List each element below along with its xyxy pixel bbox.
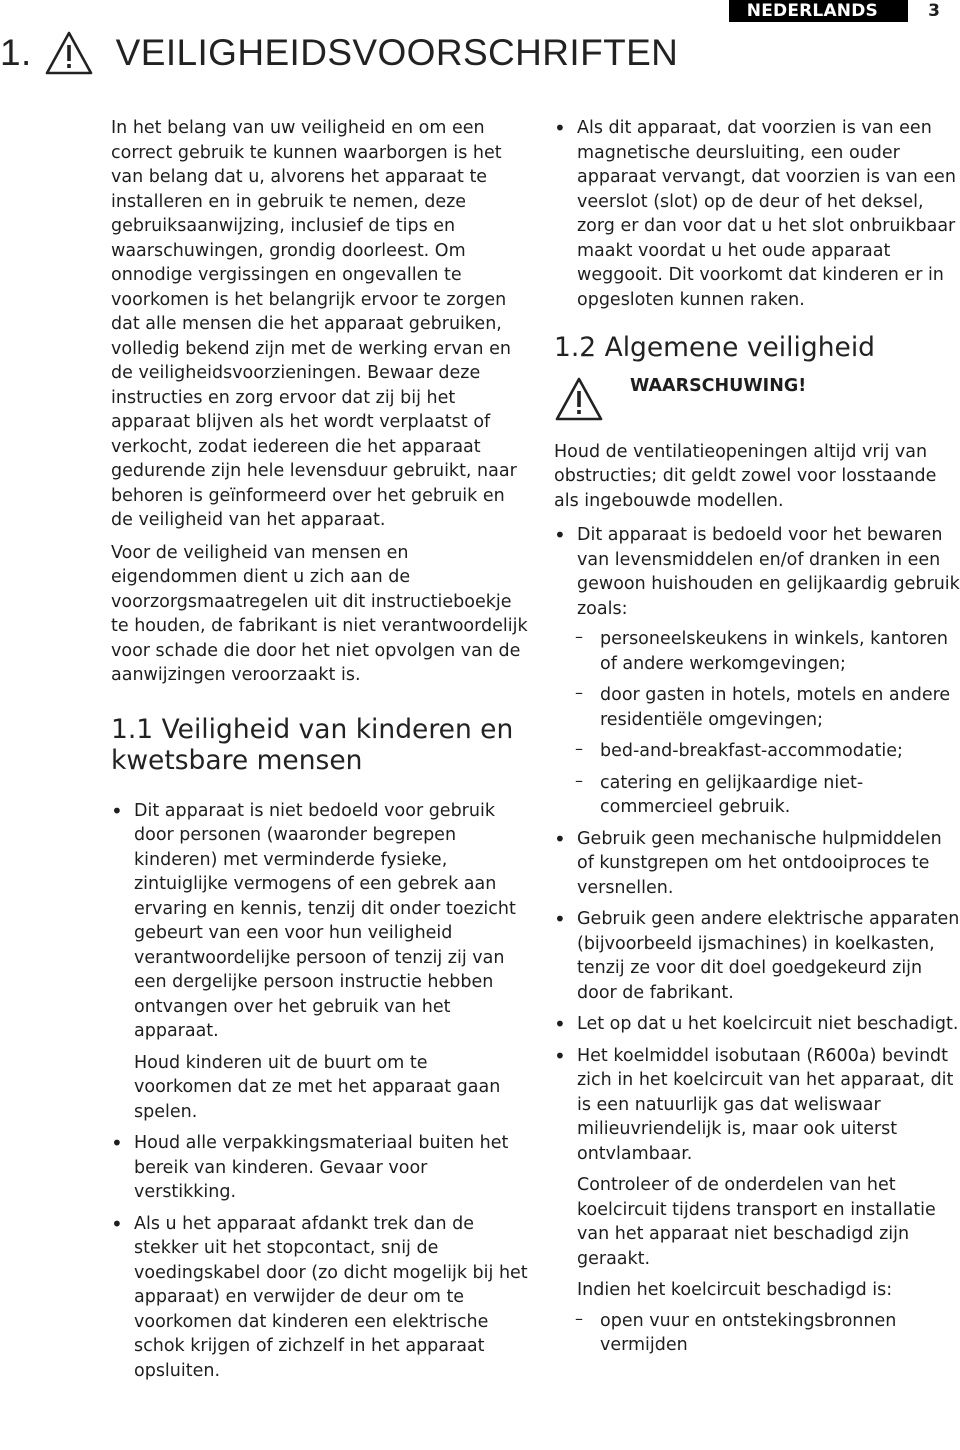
- right-column: [554, 116, 960, 1365]
- door-lock-list: [554, 116, 960, 312]
- list-item-text: • Houd alle verpakkingsmateriaal buiten het bereik van kinderen. Gevaar voor verstikking.: [134, 1133, 509, 1202]
- general-safety-list: [554, 523, 960, 1358]
- left-column: [111, 116, 529, 1390]
- list-item: [554, 907, 960, 1005]
- list-item: [111, 799, 529, 1125]
- list-item-text: • Als u het apparaat afdankt trek dan de stekker uit het stopcontact, snij de voedingskabel door (zo dicht mogelijk bij het apparaat) en verwijder de deur om te voorkomen dat kinderen een elektrische schok krijgen of zichzelf in het apparaat opsluiten.: [134, 1213, 528, 1381]
- sub-list-item: [577, 771, 960, 820]
- sub-list-item-text: – catering en gelijkaardige niet-commercieel gebruik.: [600, 772, 864, 817]
- sub-list-item-text: – open vuur en ontstekingsbronnen vermijden: [600, 1310, 897, 1355]
- list-item-text: • Gebruik geen andere elektrische apparaten (bijvoorbeeld ijsmachines) in koelkasten, tenzij ze voor dit doel goedgekeurd zijn door de fabrikant.: [577, 909, 960, 1003]
- list-item-continuation: Controleer of de onderdelen van het koelcircuit tijdens transport en installatie van het apparaat niet beschadigd zijn geraakt.: [577, 1175, 936, 1269]
- sub-list-item-text: – door gasten in hotels, motels en andere residentiële omgevingen;: [600, 685, 951, 730]
- warning-label: WAARSCHUWING!: [630, 375, 807, 396]
- list-item: [554, 523, 960, 820]
- list-item: [554, 116, 960, 312]
- liability-paragraph: Voor de veiligheid van mensen en eigendommen dient u zich aan de voorzorgsmaatregelen uit dit instructieboekje te houden, de fabrikant is niet verantwoordelijk voor schade die door het niet opvolgen van de aanwijzingen veroorzaakt is.: [111, 542, 528, 685]
- list-item-text: • Als dit apparaat, dat voorzien is van een magnetische deursluiting, een ouder apparaat vervangt, dat voorzien is van een veerslot (slot) op de deur of het deksel, zorg er dan voor dat u het slot onbruikbaar maakt voordat u het oude apparaat weggooit. Dit voorkomt dat kinderen er in opgesloten kunnen raken.: [577, 118, 956, 310]
- page-header: [729, 0, 960, 22]
- list-item: [111, 1131, 529, 1205]
- usage-sub-list: [577, 627, 960, 820]
- intro-paragraph: In het belang van uw veiligheid en om een correct gebruik te kunnen waarborgen is het van belang dat u, alvorens het apparaat te installeren en in gebruik te nemen, deze gebruiksaanwijzing, inclusief de tips en waarschuwingen, grondig doorleest. Om onnodige vergissingen en ongevallen te voorkomen is het belangrijk ervoor te zorgen dat alle mensen die het apparaat gebruiken, volledig bekend zijn met de werking ervan en de veiligheidsvoorzieningen. Bewaar deze instructies en zorg ervoor dat zij bij het apparaat blijven als het wordt verplaatst of verkocht, zodat iedereen die het apparaat gedurende zijn hele levensduur gebruikt, naar behoren is geïnformeerd over het gebruik en de veiligheid van het apparaat.: [111, 118, 517, 530]
- sub-list-item: [577, 683, 960, 732]
- section-heading-general-safety: 1.2 Algemene veiligheid: [554, 332, 876, 363]
- warning-triangle-icon: [44, 30, 94, 76]
- language-label: NEDERLANDS: [729, 0, 908, 22]
- list-item-text: • Gebruik geen mechanische hulpmiddelen of kunstgrepen om het ontdooiproces te versnellen.: [577, 828, 942, 898]
- sub-list-item: [577, 739, 960, 764]
- damage-sub-list: [577, 1309, 960, 1358]
- warning-block: [554, 372, 960, 422]
- section-heading-child-safety: 1.1 Veiligheid van kinderen en kwetsbare mensen: [111, 713, 514, 776]
- list-item-text: • Dit apparaat is bedoeld voor het bewaren van levensmiddelen en/of dranken in een gewoon huishouden en gelijkaardig gebruik zoals:: [577, 525, 960, 619]
- sub-list-item-text: – bed-and-breakfast-accommodatie;: [600, 741, 903, 761]
- list-item: [554, 1044, 960, 1358]
- page-number: 3: [928, 1, 940, 21]
- list-item-continuation: Indien het koelcircuit beschadigd is:: [577, 1280, 893, 1300]
- sub-list-item-text: – personeelskeukens in winkels, kantoren of andere werkomgevingen;: [600, 629, 948, 674]
- chapter-title: [0, 30, 678, 76]
- chapter-number: 1.: [0, 32, 32, 73]
- warning-triangle-icon: [554, 376, 604, 422]
- list-item: [554, 1012, 960, 1037]
- list-item: [111, 1212, 529, 1384]
- list-item-text: • Dit apparaat is niet bedoeld voor gebruik door personen (waaronder begrepen kinderen) met verminderde fysieke, zintuiglijke vermogens of een gebrek aan ervaring en kennis, tenzij dit onder toezicht gebeurt van een voor hun veiligheid verantwoordelijke persoon of tenzij zij van een dergelijke persoon instructie hebben ontvangen over het gebruik van het apparaat.: [134, 800, 516, 1041]
- sub-list-item: [577, 1309, 960, 1358]
- list-item: [554, 827, 960, 901]
- list-item-text: • Let op dat u het koelcircuit niet beschadigt.: [577, 1014, 959, 1034]
- sub-list-item: [577, 627, 960, 676]
- child-safety-list: [111, 799, 529, 1384]
- ventilation-paragraph: Houd de ventilatieopeningen altijd vrij van obstructies; dit geldt zowel voor losstaande als ingebouwde modellen.: [554, 441, 937, 511]
- list-item-text: • Het koelmiddel isobutaan (R600a) bevindt zich in het koelcircuit van het apparaat, dit is een natuurlijk gas dat weliswaar milieuvriendelijk is, maar ook uiterst ontvlambaar.: [577, 1045, 954, 1164]
- list-item-continuation: Houd kinderen uit de buurt om te voorkomen dat ze met het apparaat gaan spelen.: [134, 1052, 501, 1122]
- chapter-heading: VEILIGHEIDSVOORSCHRIFTEN: [115, 32, 679, 73]
